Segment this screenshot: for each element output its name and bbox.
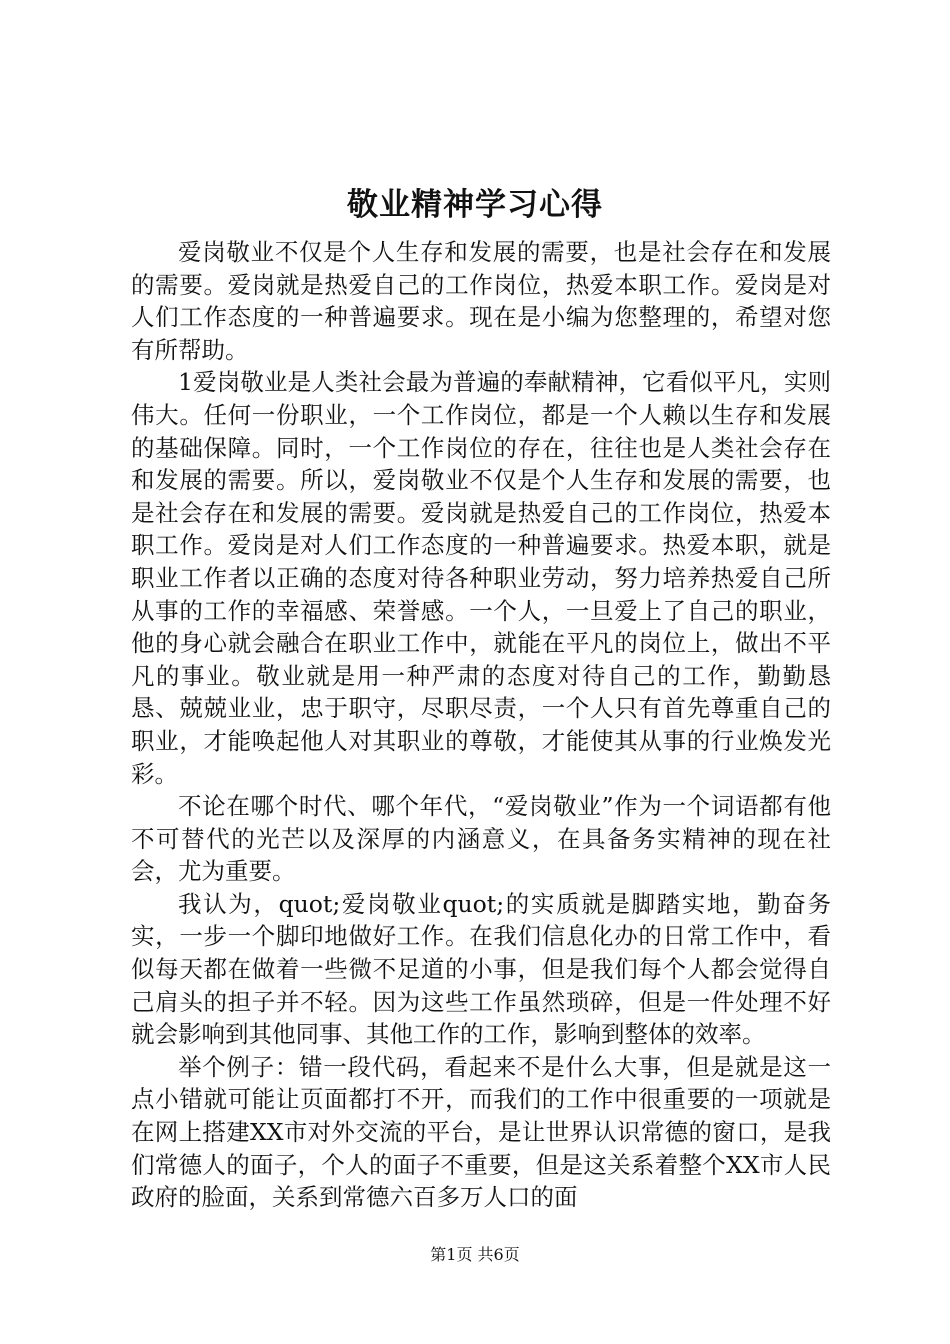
paragraph: 1爱岗敬业是人类社会最为普遍的奉献精神，它看似平凡，实则伟大。任何一份职业，一个工作岗位，都是一个人赖以生存和发展的基础保障。同时，一个工作岗位的存在，往往也是人类社会存在和发展的需要。所以，爱岗敬业不仅是个人生存和发展的需要，也是社会存在和发展的需要。爱岗就是热爱自己的工作岗位，热爱本职工作。爱岗是对人们工作态度的一种普遍要求。热爱本职，就是职业工作者以正确的态度对待各种职业劳动，努力培养热爱自己所从事的工作的幸福感、荣誉感。一个人，一旦爱上了自己的职业，他的身心就会融合在职业工作中，就能在平凡的岗位上，做出不平凡的事业。敬业就是用一种严肃的态度对待自己的工作，勤勤恳恳、兢兢业业，忠于职守，尽职尽责，一个人只有首先尊重自己的职业，才能唤起他人对其职业的尊敬，才能使其从事的行业焕发光彩。 [131,368,831,788]
page-footer: 第1页 共6页 [430,1245,520,1264]
document-title: 敬业精神学习心得 [347,187,603,223]
paragraph: 爱岗敬业不仅是个人生存和发展的需要，也是社会存在和发展的需要。爱岗就是热爱自己的工作岗位，热爱本职工作。爱岗是对人们工作态度的一种普遍要求。现在是小编为您整理的，希望对您有所帮助。 [131,238,831,364]
paragraph: 举个例子：错一段代码，看起来不是什么大事，但是就是这一点小错就可能让页面都打不开，而我们的工作中很重要的一项就是在网上搭建XX市对外交流的平台，是让世界认识常德的窗口，是我们常德人的面子，个人的面子不重要，但是这关系着整个XX市人民政府的脸面，关系到常德六百多万人口的面 [131,1052,831,1212]
document-body [131,236,831,1214]
paragraph: 不论在哪个时代、哪个年代，“爱岗敬业”作为一个词语都有他不可替代的光芒以及深厚的内涵意义，在具备务实精神的现在社会，尤为重要。 [131,792,831,886]
paragraph: 我认为，quot;爱岗敬业quot;的实质就是脚踏实地，勤奋务实，一步一个脚印地做好工作。在我们信息化办的日常工作中，看似每天都在做着一些微不足道的小事，但是我们每个人都会觉得自己肩头的担子并不轻。因为这些工作虽然琐碎，但是一件处理不好就会影响到其他同事、其他工作的工作，影响到整体的效率。 [131,889,831,1049]
